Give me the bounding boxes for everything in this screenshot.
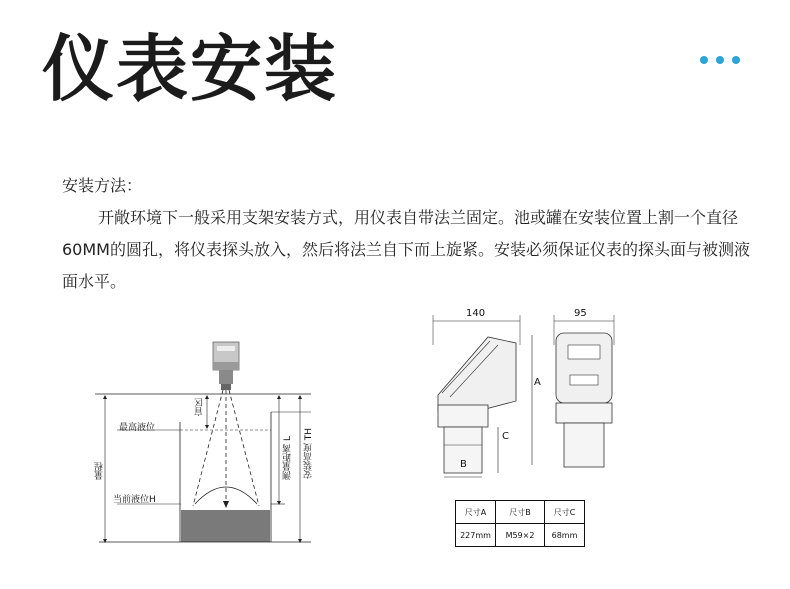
current-level-label: 当前液位H — [113, 495, 156, 505]
size-table — [455, 500, 585, 547]
table-header-a: 尺寸A — [456, 501, 496, 524]
table-cell-a: 227mm — [456, 524, 496, 547]
dimension-a-label: A — [534, 377, 541, 388]
table-cell-c: 68mm — [545, 524, 585, 547]
page-title: 仪表安装 — [42, 27, 339, 111]
install-height-label: 安装高度 TH — [304, 428, 314, 480]
width-dimension-label: 140 — [466, 308, 486, 319]
table-cell-b: M59×2 — [496, 524, 545, 547]
table-row — [456, 524, 585, 547]
depth-dimension-label: 95 — [574, 308, 587, 319]
table-row — [456, 501, 585, 524]
distance-label: 测量距离 L — [283, 436, 293, 480]
decorative-dots — [700, 56, 740, 64]
installation-diagram-graphic — [95, 338, 311, 548]
method-heading: 安装方法： — [62, 176, 143, 195]
installation-description — [62, 170, 752, 298]
dot-icon — [732, 56, 740, 64]
dimension-c-label: C — [502, 431, 509, 442]
table-header-b: 尺寸B — [496, 501, 545, 524]
dimension-drawing — [428, 305, 628, 485]
dot-icon — [700, 56, 708, 64]
dimension-b-label: B — [460, 459, 467, 470]
range-label: 量程 — [95, 462, 105, 480]
blind-zone-label: 盲区 — [195, 398, 205, 416]
dimension-drawing-graphic — [428, 305, 628, 485]
dot-icon — [716, 56, 724, 64]
max-level-label: 最高液位 — [119, 423, 156, 433]
installation-diagram — [95, 338, 314, 548]
table-header-c: 尺寸C — [545, 501, 585, 524]
method-paragraph: 开敞环境下一般采用支架安装方式，用仪表自带法兰固定。池或罐在安装位置上割一个直径60MM的圆孔，将仪表探头放入，然后将法兰自下而上旋紧。安装必须保证仪表的探头面与被测液面水平。 — [62, 208, 750, 291]
